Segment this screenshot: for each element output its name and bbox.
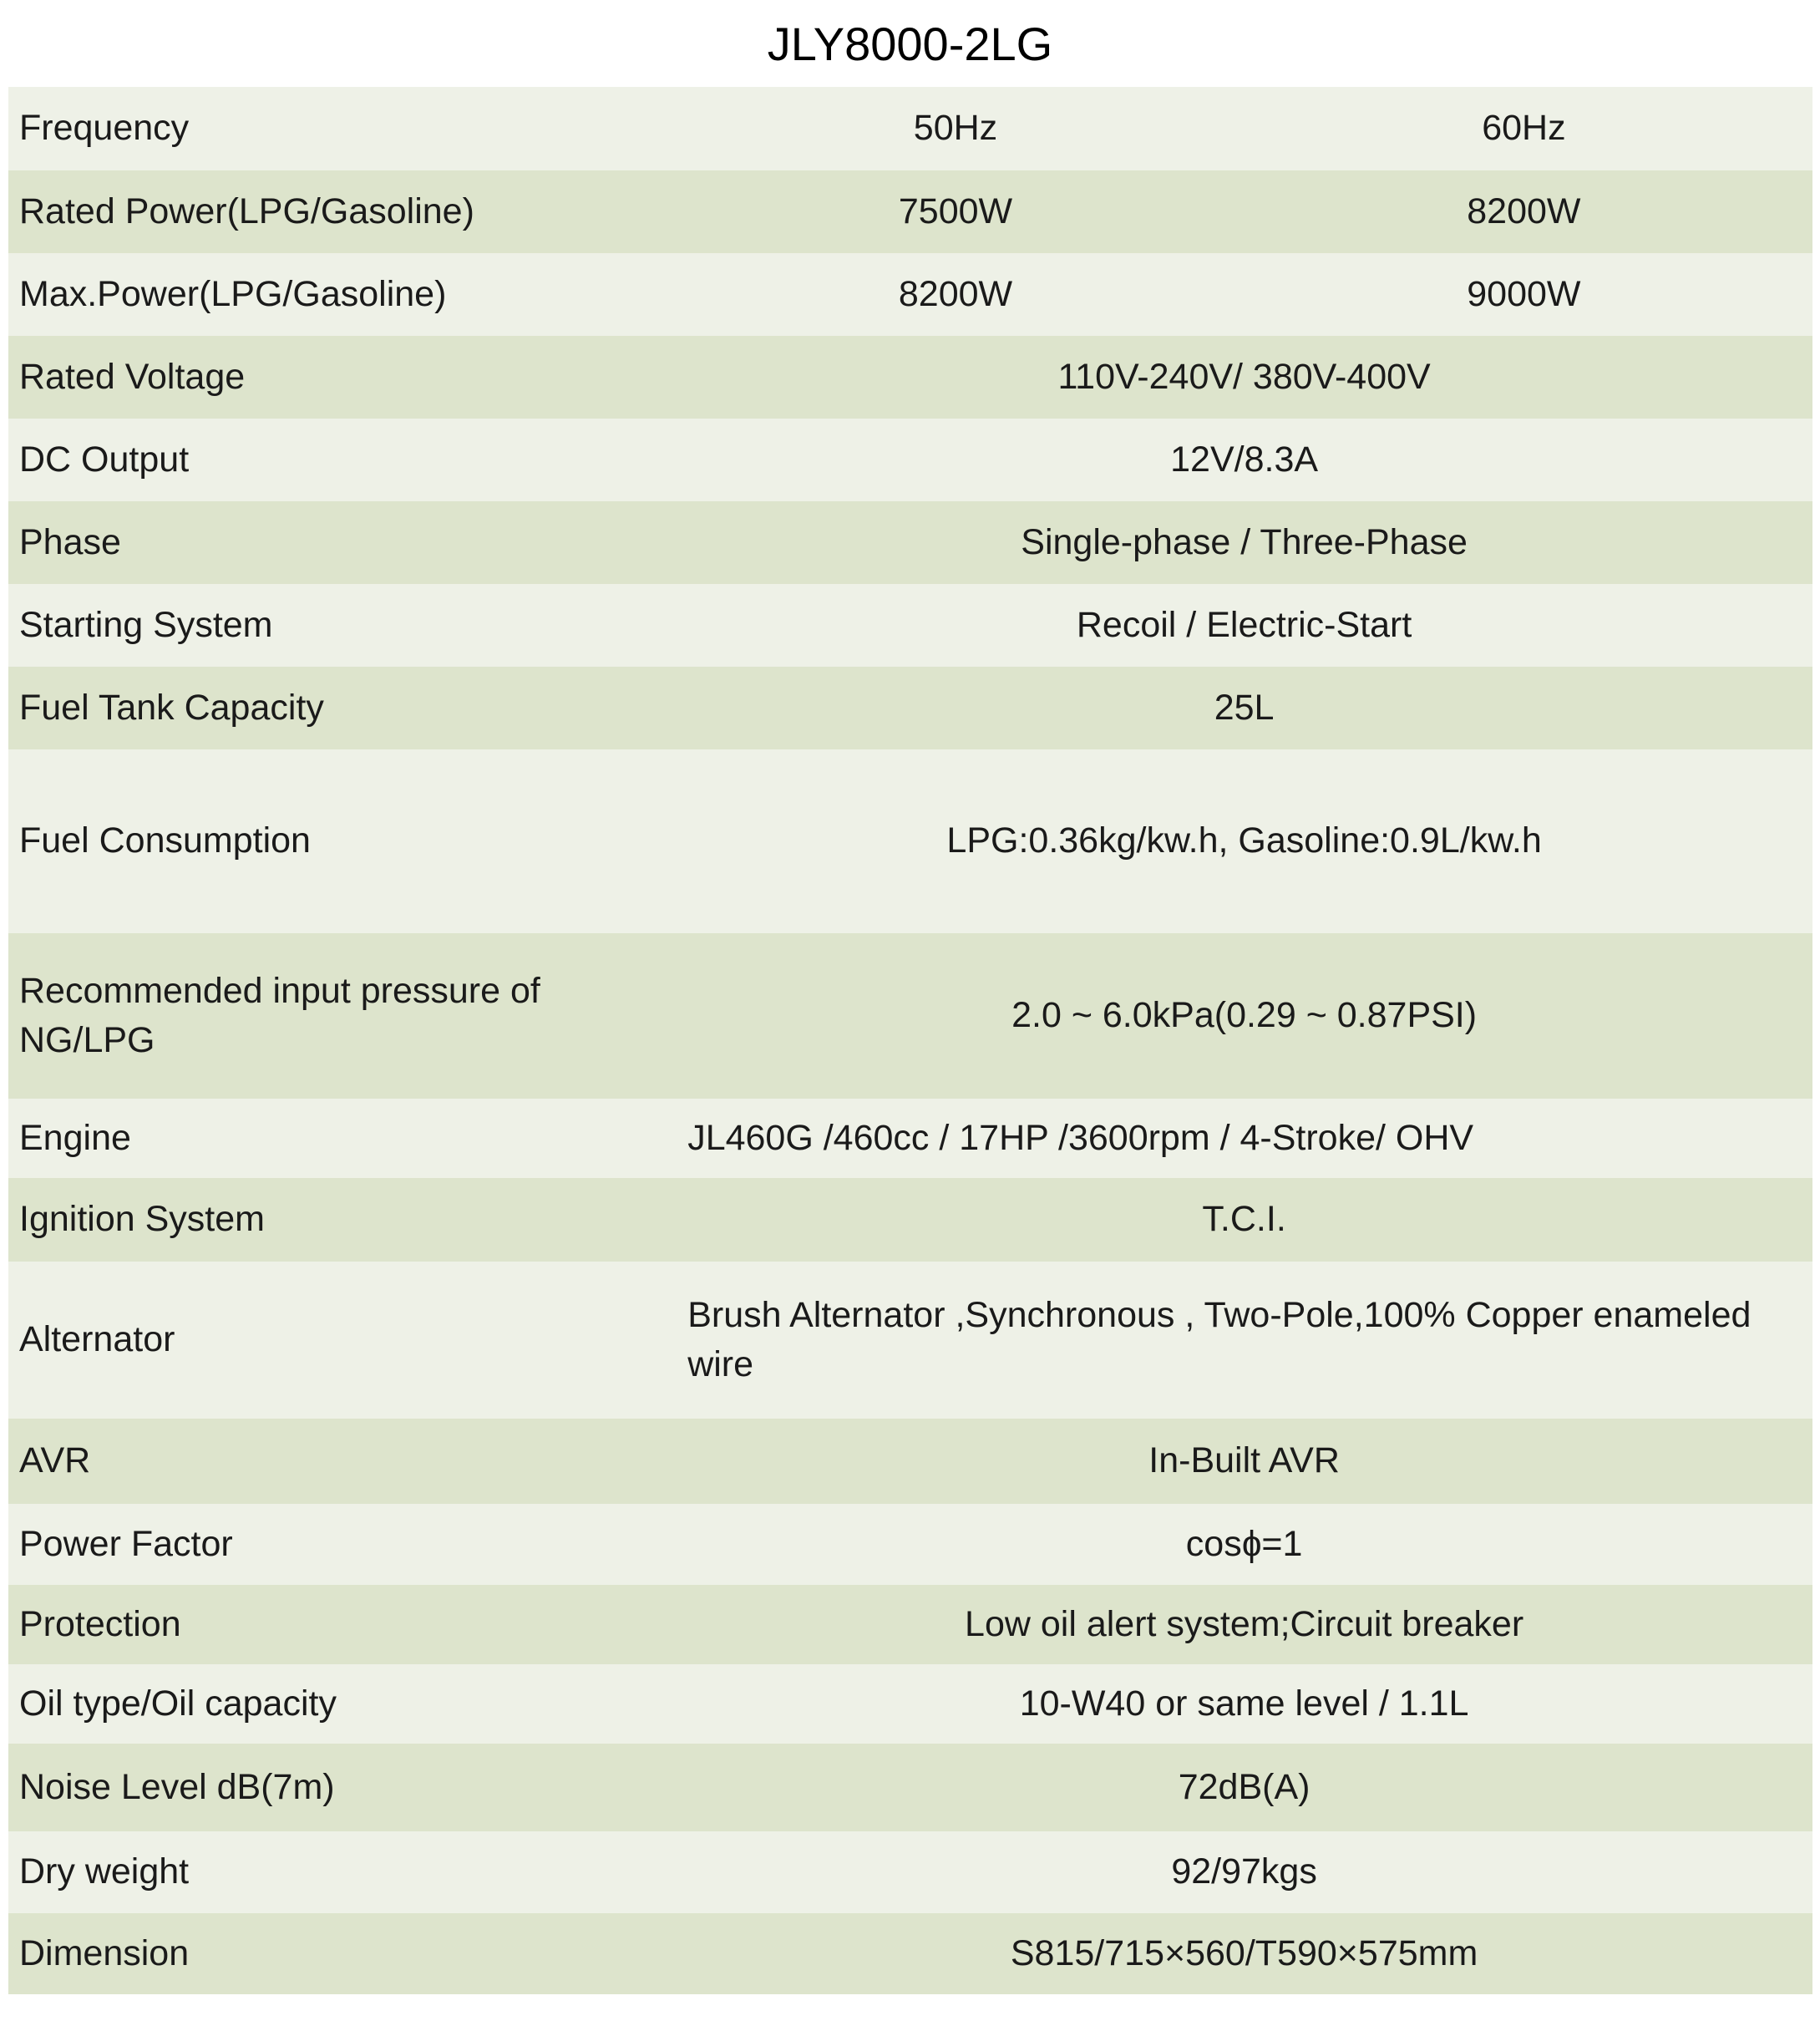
table-row-dimension bbox=[8, 1913, 1812, 1994]
row-value-dry-weight: 92/97kgs bbox=[676, 1831, 1812, 1913]
row-label-starting-system: Starting System bbox=[8, 584, 676, 667]
row-label-ignition-system: Ignition System bbox=[8, 1178, 676, 1262]
row-value-max-power-50hz: 8200W bbox=[676, 253, 1235, 336]
row-label-protection: Protection bbox=[8, 1585, 676, 1664]
row-value-power-factor: cosɸ=1 bbox=[676, 1504, 1812, 1585]
table-row-noise-level bbox=[8, 1744, 1812, 1831]
row-label-rated-power: Rated Power(LPG/Gasoline) bbox=[8, 170, 676, 253]
table-row-max-power bbox=[8, 253, 1812, 336]
table-row-phase bbox=[8, 501, 1812, 584]
row-value-rated-voltage: 110V-240V/ 380V-400V bbox=[676, 336, 1812, 419]
table-row-fuel-consumption bbox=[8, 749, 1812, 933]
row-value-rated-power-50hz: 7500W bbox=[676, 170, 1235, 253]
row-value-frequency-50hz: 50Hz bbox=[676, 87, 1235, 170]
row-label-dc-output: DC Output bbox=[8, 419, 676, 501]
table-row-alternator bbox=[8, 1262, 1812, 1419]
row-label-dry-weight: Dry weight bbox=[8, 1831, 676, 1913]
row-value-fuel-tank-capacity: 25L bbox=[676, 667, 1812, 749]
row-value-input-pressure: 2.0 ~ 6.0kPa(0.29 ~ 0.87PSI) bbox=[676, 933, 1812, 1099]
row-value-dimension: S815/715×560/T590×575mm bbox=[676, 1913, 1812, 1994]
row-value-noise-level: 72dB(A) bbox=[676, 1744, 1812, 1831]
table-row-rated-voltage bbox=[8, 336, 1812, 419]
row-label-alternator: Alternator bbox=[8, 1262, 676, 1419]
table-row-input-pressure bbox=[8, 933, 1812, 1099]
row-label-max-power: Max.Power(LPG/Gasoline) bbox=[8, 253, 676, 336]
row-value-max-power-60hz: 9000W bbox=[1235, 253, 1812, 336]
row-label-noise-level: Noise Level dB(7m) bbox=[8, 1744, 676, 1831]
table-row-engine bbox=[8, 1099, 1812, 1178]
row-label-frequency: Frequency bbox=[8, 87, 676, 170]
row-value-protection: Low oil alert system;Circuit breaker bbox=[676, 1585, 1812, 1664]
row-label-rated-voltage: Rated Voltage bbox=[8, 336, 676, 419]
table-row-oil-type bbox=[8, 1664, 1812, 1744]
table-row-rated-power bbox=[8, 170, 1812, 253]
row-value-engine: JL460G /460cc / 17HP /3600rpm / 4-Stroke/ OHV bbox=[676, 1099, 1812, 1178]
row-value-ignition-system: T.C.I. bbox=[676, 1178, 1812, 1262]
row-label-oil-type: Oil type/Oil capacity bbox=[8, 1664, 676, 1744]
table-row-protection bbox=[8, 1585, 1812, 1664]
row-value-alternator: Brush Alternator ,Synchronous , Two-Pole,100% Copper enameled wire bbox=[676, 1262, 1812, 1419]
row-value-starting-system: Recoil / Electric-Start bbox=[676, 584, 1812, 667]
page-title: JLY8000-2LG bbox=[0, 0, 1820, 87]
row-label-dimension: Dimension bbox=[8, 1913, 676, 1994]
table-row-dc-output bbox=[8, 419, 1812, 501]
table-row-starting-system bbox=[8, 584, 1812, 667]
row-label-fuel-tank-capacity: Fuel Tank Capacity bbox=[8, 667, 676, 749]
row-value-frequency-60hz: 60Hz bbox=[1235, 87, 1812, 170]
row-value-avr: In-Built AVR bbox=[676, 1419, 1812, 1504]
row-label-phase: Phase bbox=[8, 501, 676, 584]
row-label-input-pressure: Recommended input pressure of NG/LPG bbox=[8, 933, 676, 1099]
row-value-fuel-consumption: LPG:0.36kg/kw.h, Gasoline:0.9L/kw.h bbox=[676, 749, 1812, 933]
spec-table bbox=[8, 87, 1812, 1994]
row-value-dc-output: 12V/8.3A bbox=[676, 419, 1812, 501]
row-value-phase: Single-phase / Three-Phase bbox=[676, 501, 1812, 584]
table-row-frequency bbox=[8, 87, 1812, 170]
table-row-avr bbox=[8, 1419, 1812, 1504]
table-row-power-factor bbox=[8, 1504, 1812, 1585]
row-value-rated-power-60hz: 8200W bbox=[1235, 170, 1812, 253]
row-label-avr: AVR bbox=[8, 1419, 676, 1504]
table-row-fuel-tank-capacity bbox=[8, 667, 1812, 749]
table-row-ignition-system bbox=[8, 1178, 1812, 1262]
row-label-fuel-consumption: Fuel Consumption bbox=[8, 749, 676, 933]
table-row-dry-weight bbox=[8, 1831, 1812, 1913]
row-label-engine: Engine bbox=[8, 1099, 676, 1178]
row-value-oil-type: 10-W40 or same level / 1.1L bbox=[676, 1664, 1812, 1744]
row-label-power-factor: Power Factor bbox=[8, 1504, 676, 1585]
